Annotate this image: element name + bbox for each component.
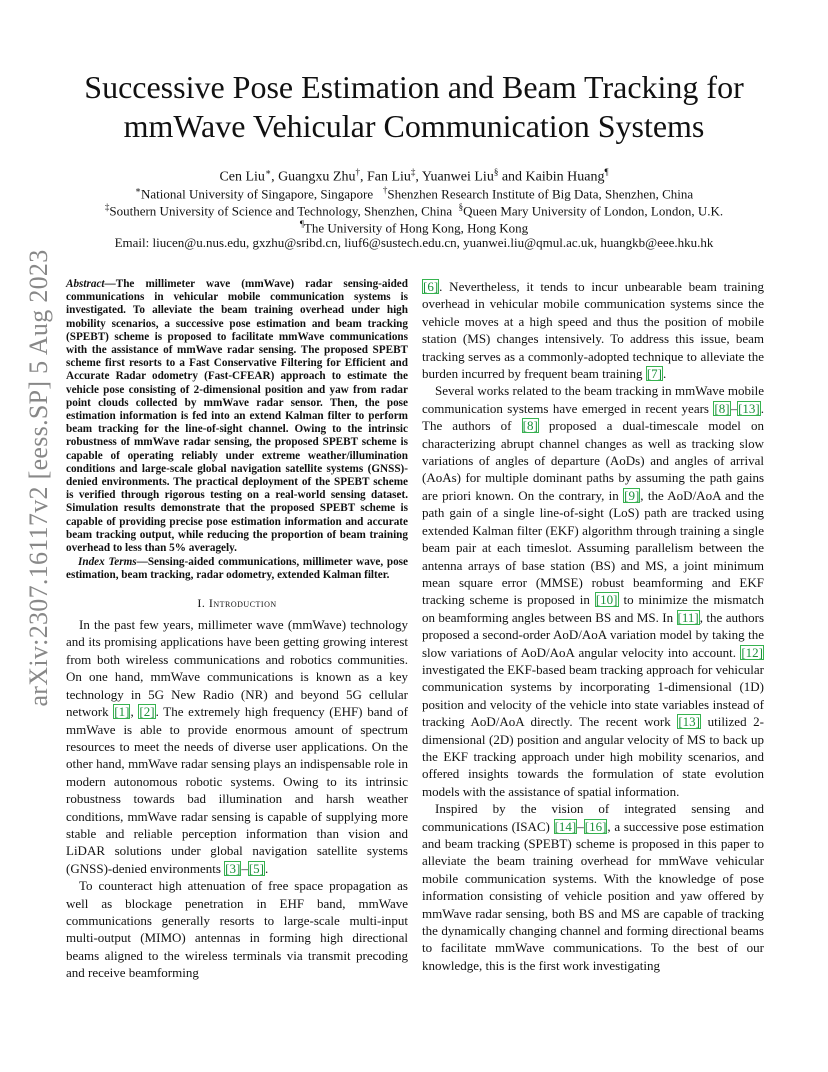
abstract-label: Abstract [66, 278, 105, 290]
citation-link[interactable]: [12] [741, 644, 763, 660]
citation-link[interactable]: [9] [624, 487, 640, 503]
text-run: investigated the EKF-based beam tracking approach for vehicular communication systems by incorporating 1-dimensional (1D) position and velocity of the vehicle into state variables instead of tracking AoD/AoA directly. The recent work [422, 661, 764, 730]
intro-paragraph-2-start [66, 877, 408, 981]
author-mark: ‡ [410, 167, 416, 177]
citation-link[interactable]: [10] [595, 592, 618, 608]
author-mark: § [493, 167, 499, 177]
abstract [66, 278, 408, 555]
author-sep: , [415, 169, 422, 185]
title-line-1: Successive Pose Estimation and Beam Tracking for [84, 69, 744, 105]
affil-mark: ∗ [134, 185, 141, 195]
citation-link[interactable]: [3] [225, 860, 241, 876]
author-name: Yuanwei Liu [421, 169, 494, 185]
citation-link[interactable]: [13] [678, 714, 701, 730]
text-run: , a successive pose estimation and beam tracking (SPEBT) scheme is proposed in this paper to alleviate the beam training overhead for mmWave vehicular mobile communication systems. With the knowledge of pose information consisting of vehicle position and yaw offered by mmWave radar sensing, both BS and MS are capable of tracking the dynamically changing channel and forming directional beams to facilitate mmWave communications. To the best of our knowledge, this is the first work investigating [422, 818, 764, 973]
citation-link[interactable]: [14] [554, 818, 577, 834]
index-terms-text: —Sensing-aided communications, millimeter wave, pose estimation, beam tracking, radar odometry, extended Kalman filter. [66, 556, 408, 582]
intro-paragraph-1 [66, 616, 408, 877]
intro-paragraph-3 [422, 382, 764, 800]
email-line [40, 234, 788, 251]
text-run: , [130, 704, 139, 720]
abstract-text: —The millimeter wave (mmWave) radar sensing-aided communications in vehicular mobile communication systems is investigated. To alleviate the beam training overhead under high mobility scenarios, a successive pose estimation and beam tracking (SPEBT) scheme is proposed to facilitate mmWave communications with the assistance of mmWave radar sensing. The proposed SPEBT scheme first resorts to a Fast Conservative Filtering for Efficient and Accurate Radar odometry (Fast-CFEAR) approach to estimate the vehicle pose consisting of 2-dimensional position and yaw from radar point clouds collected by mmWave radar sensor. Then, the pose estimation information is fed into an extend Kalman filter to perform beam tracking for the line-of-sight channel. Owing to the intrinsic robustness of mmWave radar sensing, the proposed SPEBT scheme is capable of operating reliably under extreme weather/illumination conditions and large-scale global navigation satellite systems (GNSS)-denied environments. The practical deployment of the SPEBT scheme is verified through rigorous testing on a real-world sensing dataset. Simulation results demonstrate that the proposed SPEBT scheme is capable of providing precise pose estimation information and accurate beam tracking output, while reducing the proportion of beam training overhead to less than 5% averagely. [66, 278, 408, 555]
intro-paragraph-4 [422, 800, 764, 974]
text-run: , the AoD/AoA and the path gain of a single line-of-sight (LoS) path are tracked using extended Kalman filter (EKF) algorithm through training a single beam pair at each timeslot. Assuming parallelism between the antenna arrays of base station (BS) and MS, a joint minimum mean square error (MMSE) robust beamforming and EKF tracking scheme is proposed in [422, 487, 764, 608]
author-sep: , [271, 169, 279, 185]
affil-mark: † [382, 185, 388, 195]
paper-title [40, 68, 788, 146]
citation-link[interactable]: [7] [646, 366, 662, 382]
text-run: To counteract high attenuation of free space propagation as well as blockage penetration in EHF band, mmWave communications generally resorts to large-scale multi-input multi-output (MIMO) antennas in forming high directional beams aligned to the wireless terminals via transmit precoding and receive beamforming [66, 878, 408, 981]
author-name: Fan Liu [366, 169, 411, 185]
affil-mark: ‡ [104, 202, 110, 212]
text-run: – [241, 860, 248, 876]
left-column [66, 278, 408, 982]
author-and: and [498, 169, 526, 185]
section-number: I. [197, 595, 209, 610]
author-mark: † [355, 167, 360, 177]
citation-link[interactable]: [8] [714, 400, 730, 416]
text-run: . [662, 366, 667, 382]
text-run: . The authors of [422, 400, 764, 434]
index-terms [66, 556, 408, 582]
author-name: Guangxu Zhu [278, 169, 356, 185]
arxiv-identifier-text: arXiv:2307.16117v2 [eess.SP] 5 Aug 2023 [24, 249, 53, 707]
title-line-2: mmWave Vehicular Communication Systems [123, 108, 705, 144]
author-mark: ¶ [604, 167, 609, 177]
text-run: – [730, 400, 738, 416]
affil-hku: The University of Hong Kong, Hong Kong [303, 220, 529, 236]
affil-nus: National University of Singapore, Singapore [140, 186, 374, 202]
author-sep: , [359, 169, 367, 185]
affil-sustech: Southern University of Science and Technology, Shenzhen, China [109, 203, 453, 219]
citation-link[interactable]: [6] [423, 279, 439, 294]
citation-link[interactable]: [11] [677, 609, 699, 625]
section-title: Introduction [208, 595, 277, 610]
text-run: Inspired by the vision of integrated sensing and communications (ISAC) [422, 801, 764, 834]
author-name: Cen Liu [219, 169, 265, 185]
text-run: . Nevertheless, it tends to incur unbearable beam training overhead in vehicular mobile communication systems since the vehicle moves at a high speed and thus the position of mobile station (MS) changes intensively. To address this issue, beam tracking serves as a commonly-adopted technique to alleviate the burden incurred by frequent beam training [422, 279, 764, 382]
text-run: In the past few years, millimeter wave (mmWave) technology and its promising applications have been getting growing interest from both wireless communications and robotics communities. On one hand, mmWave communications is known as a key technology in 5G New Radio (NR) and beyond 5G cellular network [66, 617, 408, 720]
text-run: utilized 2-dimensional (2D) position and angular velocity of MS to back up the EKF tracking approach under high mobility scenarios, and offered insights towards the formulation of state evolution models with the assistance of spatial information. [422, 714, 764, 799]
text-run: – [577, 818, 584, 834]
citation-link[interactable]: [1] [114, 704, 130, 720]
right-column [422, 278, 764, 974]
citation-link[interactable]: [2] [139, 704, 155, 720]
citation-link[interactable]: [5] [248, 860, 264, 876]
index-terms-label: Index Terms [78, 556, 137, 569]
section-heading-introduction [66, 595, 408, 612]
affil-mark: ¶ [299, 219, 304, 229]
affil-sribd: Shenzhen Research Institute of Big Data, Shenzhen, China [387, 186, 694, 202]
affil-qmul: Queen Mary University of London, London, U.K. [463, 203, 724, 219]
text-run: , the authors proposed a second-order AoD/AoA variation model by taking the slow variations of AoD/AoA angular velocity into account. [422, 609, 764, 660]
text-run: to minimize the mismatch on beamforming angles between BS and MS. In [422, 592, 765, 625]
intro-paragraph-2-cont [422, 278, 764, 382]
author-mark: ∗ [264, 167, 272, 177]
email-text: Email: liucen@u.nus.edu, gxzhu@sribd.cn, liuf6@sustech.edu.cn, yuanwei.liu@qmul.ac.uk, huangkb@eee.hku.hk [114, 235, 714, 250]
citation-link[interactable]: [13] [738, 400, 760, 416]
text-run: Several works related to the beam tracking in mmWave mobile communication systems have emerged in recent years [422, 383, 764, 416]
affil-mark: § [458, 202, 464, 212]
arxiv-identifier [21, 249, 57, 707]
text-run: proposed a dual-timescale model on characterizing abrupt channel changes as well as tracking slow variations of angles of departure (AoDs) and angles of arrival (AoAs) for multiple dominant paths by assuming the path gains are priori known. On the contrary, in [422, 418, 764, 503]
text-run: . The extremely high frequency (EHF) band of mmWave is able to provide enormous amount of spectrum resources to meet the needs of diverse user applications. On the other hand, mmWave radar sensing plays an indispensable role in modern autonomous robotic systems. Owing to its intrinsic robustness towards bad illumination and harsh weather conditions, mmWave radar sensing is capable of supplying more stable and reliable perception information than vision and LiDAR solutions under global navigation satellite systems (GNSS)-denied environments [66, 704, 408, 876]
citation-link[interactable]: [8] [522, 418, 538, 434]
citation-link[interactable]: [16] [584, 818, 607, 834]
text-run: . [264, 860, 269, 876]
author-name: Kaibin Huang [525, 169, 605, 185]
